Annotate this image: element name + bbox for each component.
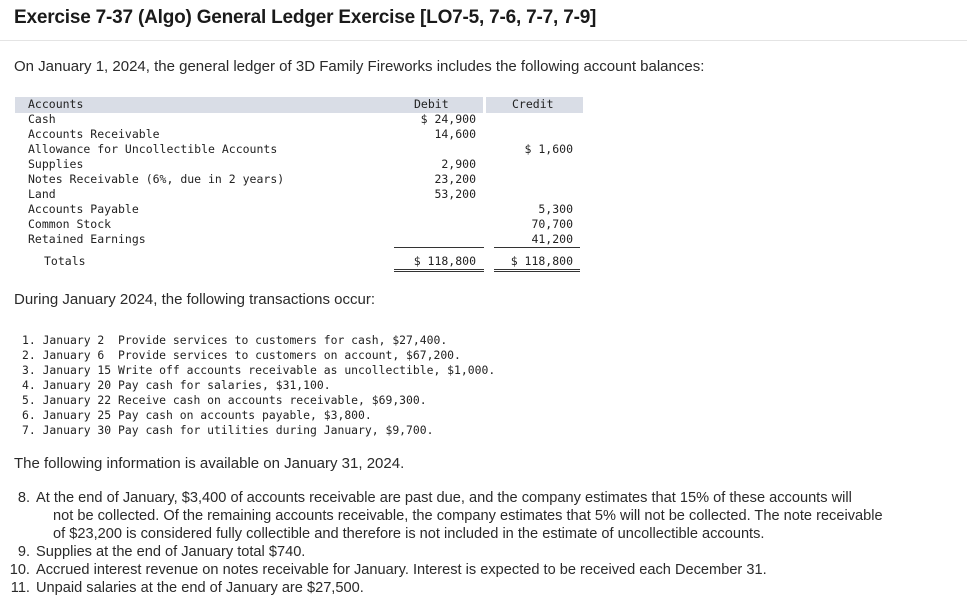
debit-double-rule-bottom xyxy=(394,271,484,272)
ledger-credit-value: 41,200 xyxy=(531,232,573,246)
totals-debit: $ 118,800 xyxy=(413,254,476,268)
ledger-account-name: Cash xyxy=(28,112,56,126)
info-item-number: 9. xyxy=(17,544,30,560)
credit-double-rule-bottom xyxy=(494,271,580,272)
transaction-item: 3. January 15 Write off accounts receivable as uncollectible, $1,000. xyxy=(22,363,496,377)
intro-text: On January 1, 2024, the general ledger of 3D Family Fireworks includes the following account balances: xyxy=(14,58,705,75)
credit-double-rule-top xyxy=(494,269,580,270)
ledger-account-name: Common Stock xyxy=(28,217,112,231)
ledger-credit-value: 70,700 xyxy=(531,217,573,231)
additional-info-intro: The following information is available on January 31, 2024. xyxy=(14,455,405,472)
transactions-list xyxy=(22,333,495,438)
info-item-number: 11. xyxy=(10,580,30,596)
totals-credit: $ 118,800 xyxy=(510,254,573,268)
transaction-item: 6. January 25 Pay cash on accounts payable, $3,800. xyxy=(22,408,372,422)
info-item-line: of $23,200 is considered fully collectible and therefore is not included in the estimate of uncollectible accounts. xyxy=(53,526,765,542)
credit-total-rule xyxy=(494,247,580,248)
ledger-debit-value: 53,200 xyxy=(434,187,476,201)
ledger-account-name: Retained Earnings xyxy=(28,232,146,246)
ledger-account-name: Supplies xyxy=(28,157,84,171)
info-item-number: 8. xyxy=(17,490,30,506)
transaction-item: 5. January 22 Receive cash on accounts receivable, $69,300. xyxy=(22,393,427,407)
ledger-account-name: Notes Receivable (6%, due in 2 years) xyxy=(28,172,285,186)
header-debit: Debit xyxy=(414,97,449,111)
header-accounts: Accounts xyxy=(28,97,84,111)
info-item-line: not be collected. Of the remaining accounts receivable, the company estimates that 5% will not be collected. The note receivable xyxy=(53,508,883,524)
totals-label: Totals xyxy=(44,254,86,268)
info-item-number: 10. xyxy=(9,562,30,578)
debit-double-rule-top xyxy=(394,269,484,270)
ledger-account-name: Accounts Payable xyxy=(28,202,139,216)
ledger-credit-value: 5,300 xyxy=(538,202,573,216)
ledger-debit-value: 2,900 xyxy=(441,157,476,171)
ledger-table xyxy=(15,97,583,273)
transaction-item: 2. January 6 Provide services to customers on account, $67,200. xyxy=(22,348,461,362)
ledger-debit-value: 23,200 xyxy=(434,172,476,186)
ledger-debit-value: $ 24,900 xyxy=(420,112,476,126)
ledger-account-name: Allowance for Uncollectible Accounts xyxy=(28,142,278,156)
transaction-item: 1. January 2 Provide services to customers for cash, $27,400. xyxy=(22,333,448,347)
exercise-title: Exercise 7-37 (Algo) General Ledger Exercise [LO7-5, 7-6, 7-7, 7-9] xyxy=(14,7,597,28)
ledger-credit-value: $ 1,600 xyxy=(524,142,573,156)
info-item-line: Supplies at the end of January total $740. xyxy=(36,544,306,560)
info-item-line: At the end of January, $3,400 of accounts receivable are past due, and the company estimates that 15% of these accounts will xyxy=(36,490,852,506)
header-credit: Credit xyxy=(512,97,554,111)
debit-total-rule xyxy=(394,247,484,248)
header-separator xyxy=(483,97,486,113)
transaction-item: 7. January 30 Pay cash for utilities during January, $9,700. xyxy=(22,423,434,437)
ledger-account-name: Accounts Receivable xyxy=(28,127,160,141)
ledger-account-name: Land xyxy=(28,187,56,201)
title-divider xyxy=(0,40,967,41)
transactions-intro: During January 2024, the following transactions occur: xyxy=(14,291,376,308)
info-item-line: Unpaid salaries at the end of January are $27,500. xyxy=(36,580,364,596)
info-item-line: Accrued interest revenue on notes receivable for January. Interest is expected to be received each December 31. xyxy=(36,562,767,578)
ledger-header-band xyxy=(15,97,583,113)
ledger-debit-value: 14,600 xyxy=(434,127,476,141)
transaction-item: 4. January 20 Pay cash for salaries, $31,100. xyxy=(22,378,331,392)
